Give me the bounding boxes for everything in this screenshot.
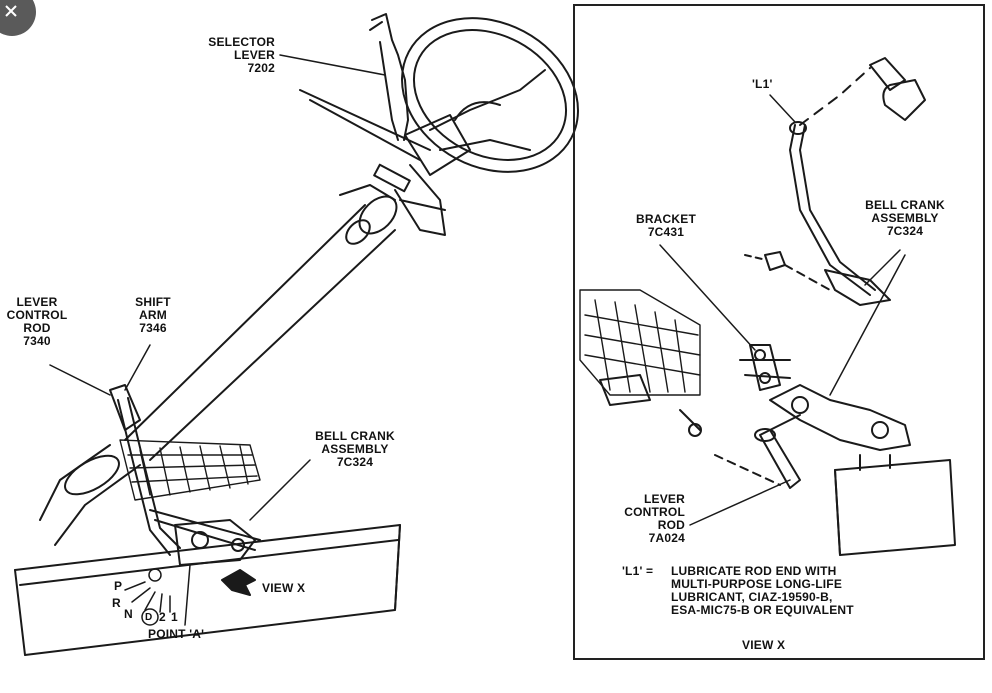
label-view-x-right: VIEW X bbox=[742, 638, 786, 652]
label-lever-control-rod-right: LEVER CONTROL ROD 7A024 bbox=[624, 492, 685, 545]
steering-wheel bbox=[375, 0, 605, 202]
steering-column bbox=[40, 185, 403, 545]
gear-label-d: D bbox=[145, 612, 153, 623]
gear-label-r: R bbox=[112, 596, 121, 610]
label-bracket: BRACKET 7C431 bbox=[635, 212, 697, 239]
shift-linkage bbox=[110, 385, 260, 565]
gear-label-p: P bbox=[114, 579, 123, 593]
label-shift-arm: SHIFT ARM 7346 bbox=[135, 295, 171, 335]
label-l1-tag: 'L1' bbox=[752, 77, 773, 91]
label-selector-lever: SELECTOR LEVER 7202 bbox=[208, 35, 275, 75]
label-bell-crank-right: BELL CRANK ASSEMBLY 7C324 bbox=[865, 198, 945, 238]
label-point-a: POINT 'A' bbox=[148, 627, 205, 641]
label-lever-control-rod: LEVER CONTROL ROD 7340 bbox=[6, 295, 68, 348]
gear-label-2: 2 bbox=[159, 610, 166, 624]
lubricate-note: LUBRICATE ROD END WITH MULTI-PURPOSE LONG-LIFE LUBRICANT, CIAZ-19590-B, ESA-MIC75-B OR EQUIVALENT bbox=[671, 564, 854, 617]
label-bell-crank-left: BELL CRANK ASSEMBLY 7C324 bbox=[315, 429, 395, 469]
gear-label-1: 1 bbox=[171, 610, 178, 624]
gear-label-n: N bbox=[124, 607, 133, 621]
view-arrow-icon bbox=[222, 570, 255, 595]
label-lubricate-key: 'L1' = bbox=[622, 564, 654, 578]
view-x-panel bbox=[573, 4, 985, 660]
column-hub bbox=[374, 115, 470, 235]
label-view-x-left: VIEW X bbox=[262, 581, 306, 595]
